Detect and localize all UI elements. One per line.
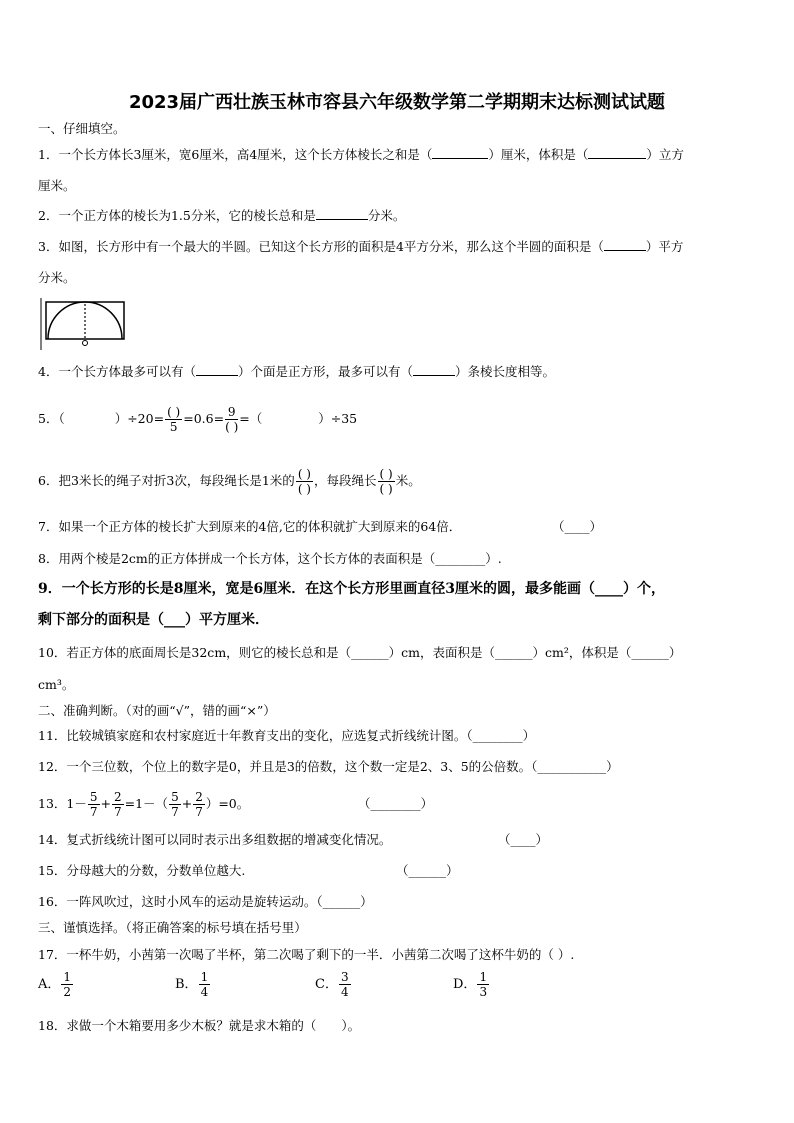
q6-text-a: 6．把3米长的绳子对折3次，每段绳长是1米的 bbox=[38, 473, 295, 488]
question-18: 18．求做一个木箱要用多少木板？就是求木箱的（ ）。 bbox=[38, 1018, 361, 1033]
q5-text-e: ）÷35 bbox=[318, 411, 358, 426]
q1-blank-1[interactable] bbox=[432, 146, 488, 159]
q6-text-b: ，每段绳长 bbox=[314, 473, 377, 488]
question-10-cont: cm³。 bbox=[38, 677, 75, 692]
question-9-cont: 剩下部分的面积是（___）平方厘米． bbox=[38, 612, 269, 628]
page-title: 2023届广西壮族玉林市容县六年级数学第二学期期末达标测试试题 bbox=[128, 92, 666, 113]
question-6 bbox=[38, 460, 421, 502]
question-5 bbox=[38, 398, 357, 440]
q2-blank[interactable] bbox=[316, 207, 368, 220]
q13-text-c: ）=0。 bbox=[205, 796, 250, 811]
question-3-cont: 分米。 bbox=[38, 270, 76, 285]
q2-text-a: 2．一个正方体的棱长为1.5分米，它的棱长总和是 bbox=[38, 208, 316, 223]
q13-text-b: =1－（ bbox=[124, 796, 169, 811]
q1-blank-2[interactable] bbox=[588, 146, 646, 159]
question-14: 14．复式折线统计图可以同时表示出多组数据的增减变化情况。 bbox=[38, 832, 392, 847]
q13-frac-5-7-b: $\frac{5}{7}$ bbox=[171, 790, 179, 819]
q15-answer-paren[interactable]: （______） bbox=[396, 863, 459, 878]
q1-text-a: 1．一个长方体长3厘米，宽6厘米，高4厘米，这个长方体棱长之和是（ bbox=[38, 147, 433, 162]
q13-frac-2-7-b: $\frac{2}{7}$ bbox=[195, 790, 203, 819]
semicircle-in-rectangle-figure bbox=[38, 298, 128, 350]
section-1-heading: 一、仔细填空。 bbox=[38, 121, 126, 136]
question-8: 8．用两个棱是2cm的正方体拼成一个长方体，这个长方体的表面积是（________）. bbox=[38, 551, 502, 566]
question-13: 13．1－ $\frac{5}{7}$ + $\frac{2}{7}$ =1－（ $\frac{5}{7}$ + $\frac{2}{7}$ ）=0。 bbox=[38, 790, 250, 819]
question-9: 9．一个长方形的长是8厘米，宽是6厘米．在这个长方形里画直径3厘米的圆，最多能画（____）个， bbox=[38, 581, 665, 597]
q5-fraction-1: $\frac{( )}{5}$ bbox=[167, 405, 181, 434]
question-12: 12．一个三位数，个位上的数字是0，并且是3的倍数，这个数一定是2、3、5的公倍数。（___________） bbox=[38, 759, 619, 774]
q4-blank-1[interactable] bbox=[196, 363, 238, 376]
section-2-heading: 二、准确判断。（对的画“√”，错的画“×”） bbox=[38, 703, 276, 718]
q5-text-d: =（ bbox=[239, 411, 263, 426]
option-b[interactable]: B． $\frac{1}{4}$ bbox=[175, 970, 209, 999]
option-a[interactable]: A． $\frac{1}{2}$ bbox=[38, 970, 72, 999]
question-17: 17．一杯牛奶，小茜第一次喝了半杯，第二次喝了剩下的一半．小茜第二次喝了这杯牛奶的（ ）. bbox=[38, 947, 575, 962]
q6-text-c: 米。 bbox=[395, 473, 421, 488]
q5-text-c: =0.6= bbox=[183, 411, 225, 426]
q13-answer-paren[interactable]: （________） bbox=[358, 796, 434, 811]
q13-text-a: 13．1－ bbox=[38, 796, 87, 811]
q14-answer-paren[interactable]: （____） bbox=[498, 832, 549, 847]
q3-blank[interactable] bbox=[604, 238, 646, 251]
q1-text-b: ）厘米，体积是（ bbox=[488, 147, 589, 162]
q5-text-b: ）÷20= bbox=[114, 411, 165, 426]
question-11: 11．比较城镇家庭和农村家庭近十年教育支出的变化，应选复式折线统计图。（________） bbox=[38, 728, 536, 743]
section-3-heading: 三、谨慎选择。（将正确答案的标号填在括号里） bbox=[38, 920, 307, 935]
question-1 bbox=[38, 146, 684, 164]
q4-text-c: ）条棱长度相等。 bbox=[454, 364, 555, 379]
question-10: 10．若正方体的底面周长是32cm，则它的棱长总和是（______）cm，表面积是（______）cm²，体积是（______） bbox=[38, 645, 682, 660]
q4-text-a: 4．一个长方体最多可以有（ bbox=[38, 364, 196, 379]
question-4 bbox=[38, 363, 555, 381]
question-3 bbox=[38, 238, 683, 256]
q3-text-b: ）平方 bbox=[645, 239, 684, 254]
q1-text-c: ）立方 bbox=[646, 147, 684, 162]
q5-fraction-2: $\frac{9}{( )}$ bbox=[225, 405, 239, 434]
q13-frac-5-7: $\frac{5}{7}$ bbox=[89, 790, 98, 819]
question-16: 16．一阵风吹过，这时小风车的运动是旋转运动。（______） bbox=[38, 894, 373, 909]
question-1-cont: 厘米。 bbox=[38, 178, 76, 193]
q7-answer-paren[interactable]: （____） bbox=[552, 519, 603, 534]
option-c[interactable]: C． $\frac{3}{4}$ bbox=[315, 970, 349, 999]
q6-fraction-2[interactable]: $\frac{( )}{( )}$ bbox=[379, 467, 393, 496]
q13-frac-2-7: $\frac{2}{7}$ bbox=[113, 790, 122, 819]
question-2 bbox=[38, 207, 405, 225]
question-7: 7．如果一个正方体的棱长扩大到原来的4倍,它的体积就扩大到原来的64倍． bbox=[38, 519, 462, 534]
q4-text-b: ）个面是正方形，最多可以有（ bbox=[237, 364, 413, 379]
question-15: 15．分母越大的分数，分数单位越大. bbox=[38, 863, 246, 878]
q3-text-a: 3．如图，长方形中有一个最大的半圆。已知这个长方形的面积是4平方分米，那么这个半圆的面积是（ bbox=[38, 239, 604, 254]
q5-text-a: 5．（ bbox=[38, 411, 65, 426]
option-d[interactable]: D． $\frac{1}{3}$ bbox=[453, 970, 488, 999]
q2-text-b: 分米。 bbox=[367, 208, 406, 223]
q4-blank-2[interactable] bbox=[413, 363, 455, 376]
q6-fraction-1[interactable]: $\frac{( )}{( )}$ bbox=[297, 467, 311, 496]
